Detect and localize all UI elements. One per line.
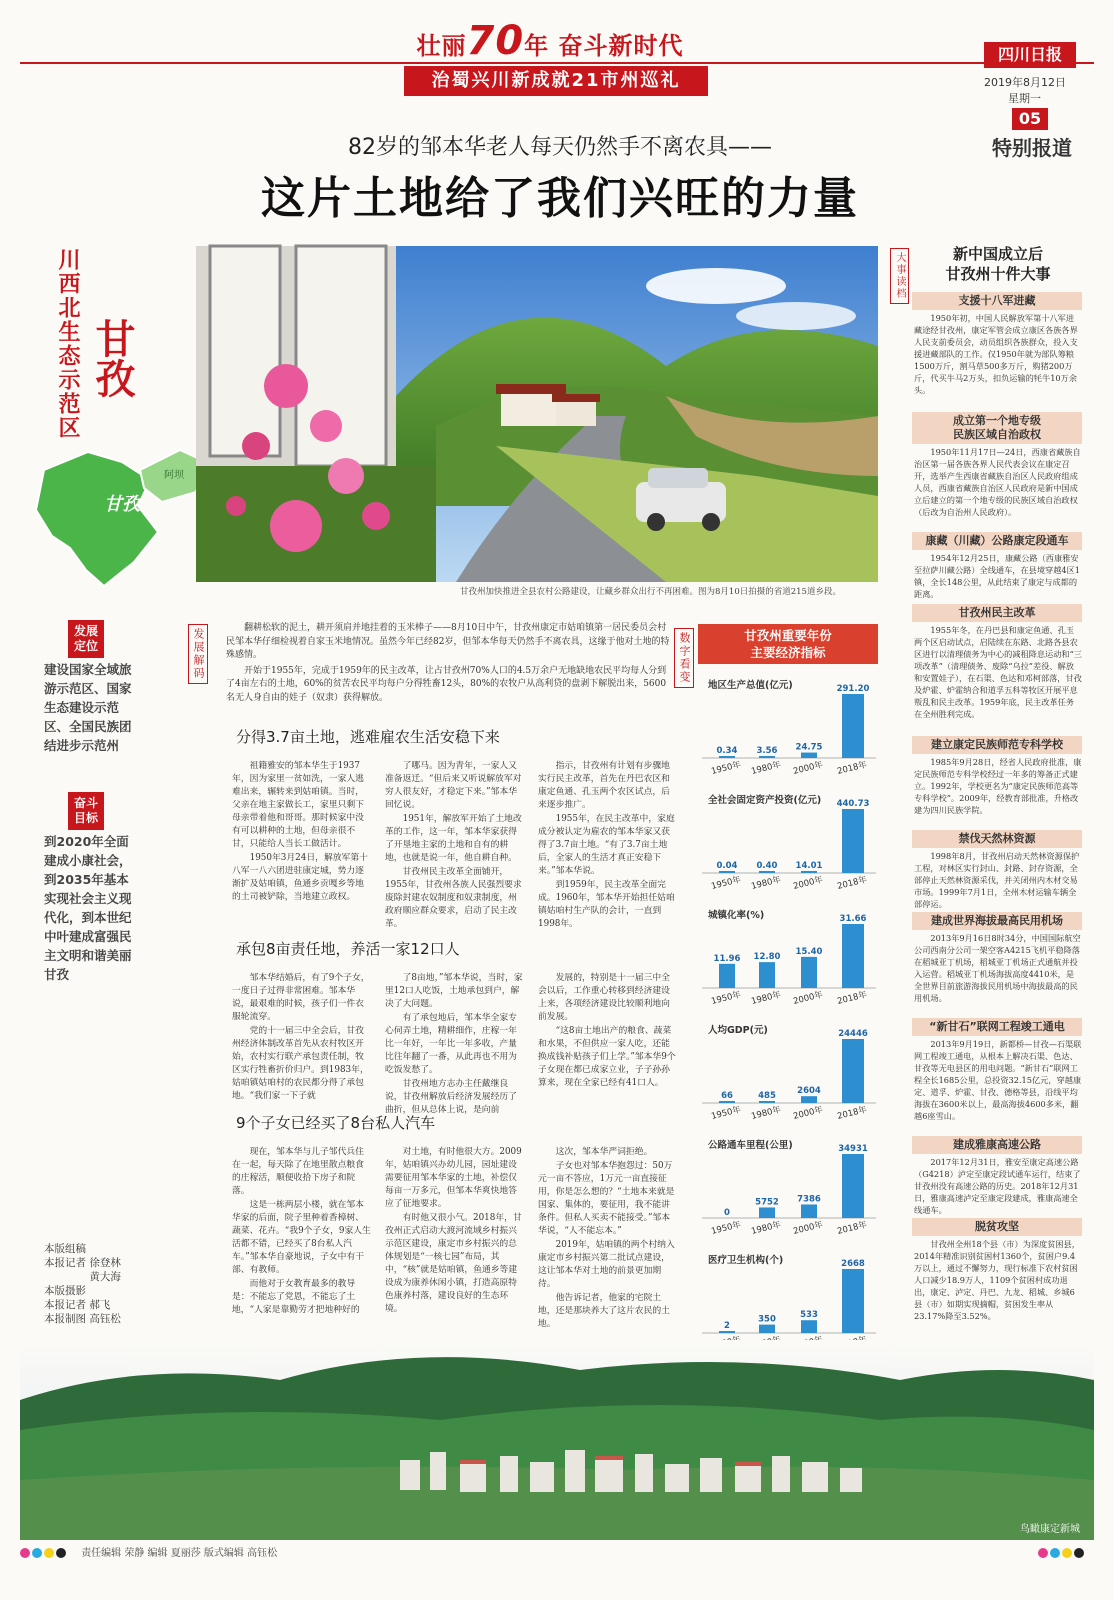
- chart-6-bar-4: [842, 1269, 864, 1333]
- event-body-6: 1998年8月，甘孜州启动天然林资源保护工程，对林区实行封山、封路、封存资源，全部停止天然林资源采伐，并关闭州内木材交易市场。1999年7月1日，全州木材运输车辆全部停运。: [914, 851, 1080, 909]
- chart-4-bar-3: [801, 1096, 817, 1103]
- chart-2-value-4: 440.73: [836, 799, 870, 809]
- chart-1-value-2: 3.56: [756, 746, 778, 756]
- chart-1-category-1: 1950年: [710, 759, 742, 777]
- event-body-1: 1950年初，中国人民解放军第十八军进藏途经甘孜州，康定军管会成立康区各族各界人民支前委员会，动员组织各族群众，投入支援进藏部队的工作。仅1950年就为部队筹粮1500万斤，割马草500多万斤，购猪200万斤，代买牛马2万头，扣负运输的牦牛10万余头。: [914, 313, 1078, 395]
- page-credits: 本版组稿 本报记者 徐登林 黄大海 本版摄影 本报记者 郝飞 本报制图 高钰松: [44, 1243, 121, 1325]
- event-body-5: 1985年9月28日，经省人民政府批准，康定民族师范专科学校经过一年多的筹备正式建立。1992年，学校更名为“康定民族师范高等专科学校”。2009年，经教育部批准，升格改建为四川民族学院。: [914, 757, 1082, 815]
- chart-4-title: 人均GDP(元): [708, 1025, 768, 1036]
- chart-panel-title: 甘孜州重要年份 主要经济指标: [698, 624, 878, 664]
- chart-5-value-1: 0: [724, 1208, 730, 1218]
- map-label-ganzi: 甘孜: [104, 494, 140, 515]
- chart-1-bar-1: [719, 756, 735, 758]
- event-title-9: 建成雅康高速公路: [912, 1136, 1082, 1154]
- article-label: 发展解码: [188, 624, 208, 684]
- chart-3-value-3: 15.40: [795, 946, 823, 957]
- event-title-6: 禁伐天然林资源: [912, 830, 1082, 848]
- chart-1-bar-4: [842, 694, 864, 758]
- chart-5-bar-4: [842, 1154, 864, 1218]
- chart-5-value-2: 5752: [755, 1197, 779, 1208]
- bottom-photo-caption: 鸟瞰康定新城: [1020, 1524, 1080, 1535]
- paper-logo: 四川日报: [984, 42, 1076, 68]
- chart-2-title: 全社会固定资产投资(亿元): [708, 795, 822, 806]
- chart-2-value-3: 14.01: [795, 860, 823, 871]
- event-title-3: 康藏（川藏）公路康定段通车: [912, 532, 1082, 550]
- tag-positioning-text: 建设国家全域旅游示范区、国家生态建设示范区、全国民族团结进步示范州: [44, 662, 132, 753]
- event-title-2: 成立第一个地专级 民族区域自治政权: [912, 412, 1082, 444]
- tag-goal: 奋斗目标: [68, 792, 104, 830]
- masthead-subtitle: 治蜀兴川新成就21市州巡礼: [404, 66, 708, 96]
- event-body-9: 2017年12月31日，雅安至康定高速公路（G4218）泸定至康定段试通车运行，结束了甘孜州没有高速公路的历史。2018年12月31日，雅康高速泸定至康定段建成，雅康高速全线通车。: [914, 1157, 1081, 1215]
- main-photo: [196, 246, 878, 582]
- chart-4-bar-2: [759, 1101, 775, 1103]
- chart-2-bar-4: [842, 809, 864, 873]
- chart-6-bar-3: [801, 1320, 817, 1333]
- event-title-10: 脱贫攻坚: [912, 1218, 1082, 1236]
- chart-panel-label: 数字看变: [674, 628, 694, 688]
- chart-4-bar-1: [719, 1101, 735, 1103]
- chart-2-category-1: 1950年: [710, 874, 742, 892]
- section-heading-1: 分得3.7亩土地，逃难雇农生活安稳下来: [236, 728, 500, 746]
- chart-3-bar-2: [759, 962, 775, 988]
- chart-4-category-1: 1950年: [710, 1104, 742, 1122]
- chart-3-value-2: 12.80: [753, 952, 781, 963]
- chart-3-category-2: 1980年: [750, 989, 782, 1007]
- chart-3-value-4: 31.66: [839, 914, 867, 924]
- chart-5-category-3: 2000年: [792, 1219, 824, 1237]
- chart-4-category-2: 1980年: [750, 1104, 782, 1122]
- chart-1-category-3: 2000年: [792, 759, 824, 777]
- footer-editors: 责任编辑 荣静 编辑 夏丽莎 版式编辑 高钰松: [81, 1548, 278, 1559]
- ganzi-map-icon: [30, 440, 210, 590]
- chart-4-bar-4: [842, 1039, 864, 1103]
- event-title-4: 甘孜州民主改革: [912, 604, 1082, 622]
- event-title-5: 建立康定民族师范专科学校: [912, 736, 1082, 754]
- chart-3-title: 城镇化率(%): [708, 910, 765, 921]
- chart-1-category-2: 1980年: [750, 759, 782, 777]
- tag-goal-text: 到2020年全面建成小康社会，到2035年基本实现社会主义现代化，到本世纪中叶建成富强民主文明和谐美丽甘孜: [44, 834, 132, 982]
- chart-1-category-4: 2018年: [836, 759, 868, 777]
- page-number: 05: [1012, 108, 1048, 130]
- page-footer: [20, 1544, 1094, 1564]
- tag-positioning: 发展定位: [68, 620, 104, 658]
- chart-2-category-3: 2000年: [792, 874, 824, 892]
- region-name: 甘孜: [89, 318, 135, 398]
- event-body-2: 1950年11月17日—24日，西康省藏族自治区第一届各族各界人民代表会议在康定召开，选举产生西康省藏族自治区人民政府组成人员，西康省藏族自治区人民政府是新中国成立后建立的第一个地专级的民族区域自治政权（后改为自治州人民政府）。: [914, 447, 1081, 517]
- section-name: 特别报道: [992, 136, 1072, 160]
- chart-2-category-2: 1980年: [750, 874, 782, 892]
- chart-1-value-1: 0.34: [716, 746, 738, 756]
- chart-4-value-4: 24446: [838, 1029, 868, 1039]
- chart-4-category-4: 2018年: [836, 1104, 868, 1122]
- chart-2-value-2: 0.40: [756, 861, 778, 871]
- chart-5-category-4: 2018年: [836, 1219, 868, 1237]
- chart-2-bar-1: [719, 871, 735, 873]
- map-label-aba: 阿坝: [164, 470, 184, 481]
- chart-5-value-4: 34931: [838, 1144, 868, 1154]
- section-heading-3: 9个子女已经买了8台私人汽车: [236, 1114, 436, 1132]
- masthead-title: 壮丽70年 奋斗新时代: [416, 18, 684, 64]
- event-body-8: 2013年9月19日，新都桥—甘孜—石渠联网工程竣工通电，从根本上解决石渠、色达、甘孜等无电县区的用电问题。“新甘石”联网工程全长1685公里，总投资32.15亿元，穿越康定、道孚、炉霍、甘孜、德格等县，沿线平均海拔在3600米以上，最高海拔4600多米，翻越6座雪山。: [914, 1039, 1082, 1121]
- chart-6-bar-2: [759, 1325, 775, 1333]
- chart-1-value-3: 24.75: [795, 742, 823, 753]
- events-label: 大事读档: [890, 248, 909, 304]
- section-body-3: 现在，邹本华与儿子邹代兵住在一起，每天除了在地里散点粮食的庄稼活，顺便收拾下房子和院落。 这是一栋两层小楼，就在邹本华家的后面，院子里种着香樟树、蔬菜、花卉。“我9个子女，9家人生活都不错，已经买了8台私人汽车。”邹本华自豪地说，子女中有干部、有教师。 而他对于女教育最多的教导是：不能忘了党恩，不能忘了土地，“人家是靠勤劳才把地种好的 对土地，有时他很大方。2009年，姑咱镇兴办幼儿园，园址建设需要征用邹本华家的土地，补偿仅每亩一万多元，但邹本华爽快地答应了征地要求。 有时他又很小气。2018年，甘孜州正式启动大渡河流域乡村振兴示范区建设，康定市乡村振兴的总体规划是“一核七园”布局，其中，“核”就是姑咱镇，鱼通乡等建设成为康养休闲小镇，打造高原特色康养村落，建设良好的生态环境。 这次，邹本华严词拒绝。 子女也对邹本华抱怨过：50万元一亩不答应，1万元一亩直接征用，你是怎么想的？“土地本来就是国家、集体的，要征用，我不能讲条件。但私人买卖不能接受。”邹本华说，“人不能忘本。” 2019年，姑咱镇的两个村纳入康定市乡村振兴第二批试点建设，这让邹本华对土地的前景更加期待。 他告诉记者，他家的宅院土地，还是那块养大了这片农民的土地。: [232, 1147, 675, 1329]
- chart-1-bar-3: [801, 753, 817, 758]
- chart-6-value-4: 2668: [841, 1259, 865, 1269]
- chart-2-category-4: 2018年: [836, 874, 868, 892]
- chart-6-bar-1: [719, 1331, 735, 1333]
- bottom-panorama-photo: [20, 1340, 1094, 1540]
- chart-3-category-3: 2000年: [792, 989, 824, 1007]
- chart-4-value-1: 66: [721, 1091, 733, 1101]
- chart-2-value-1: 0.04: [716, 861, 738, 871]
- region-subtitle: 川西北生态示范区: [55, 248, 80, 440]
- chart-3-category-4: 2018年: [836, 989, 868, 1007]
- chart-4-value-3: 2604: [797, 1086, 821, 1097]
- article-lead: 翻耕松软的泥土，耕开须肩并地挂着的玉米棒子——8月10日中午，甘孜州康定市姑咱镇第一居民委员会村民邹本华仔细检视着自家玉米地情况。虽然今年已经82岁，但邹本华每天仍然手不离农具，这缘于他对土地的特殊感情。 开始于1955年，完成于1959年的民主改革，让占甘孜州70%人口的4.5万余户无地缺地农民平均每人分到了4亩左右的土地，60%的贫苦农民平均每户分得牲畜12头，80%的农牧户从高利贷的盘剥下解脱出来，5600名无人身自由的娃子（奴隶）获得解放。: [226, 623, 670, 703]
- section-body-2: 邹本华结婚后，有了9个子女，一度日子过得非常困难。邹本华说，最艰难的时候，孩子们一件衣服轮流穿。 党的十一届三中全会后，甘孜州经济体制改革首先从农村牧区开始，农村实行联产承包责任制，牧区实行牲畜折价归户。到1983年，姑咱镇姑咱村的农民都分得了承包地。“我们家一下子就 了8亩地，”邹本华说，当时，家里12口人吃饭，土地承包到户，解决了大问题。 有了承包地后，邹本华全家专心伺弄土地，精耕细作，庄稼一年比一年好，一年比一年多收，产量比往年翻了一番，从此再也不用为吃饭发愁了。 甘孜州地方志办主任戴继良说，甘孜州解放后经济发展经历了曲折，但从总体上说，是向前 发展的，特别是十一届三中全会以后，工作重心转移到经济建设上来，各项经济建设比较顺利地向前发展。 “这8亩土地出产的粮食、蔬菜和水果，不但供应一家人吃，还能换成钱补贴孩子们上学。”邹本华9个子女现在都已成家立业，子子孙孙算来，现在全家已经有41口人。: [232, 973, 676, 1115]
- chart-4-category-3: 2000年: [792, 1104, 824, 1122]
- event-body-10: 甘孜州全州18个县（市）为深度贫困县，2014年精准识别贫困村1360个，贫困户9.4万以上，通过不懈努力，现行标准下农村贫困人口减少18.9万人，1109个贫困村成功退出，康定、泸定、丹巴、九龙、稻城、乡城6县（市）如期实现摘帽，贫困发生率从23.17%降至3.52%。: [914, 1239, 1080, 1321]
- event-title-7: 建成世界海拔最高民用机场: [912, 912, 1082, 930]
- chart-4-value-2: 485: [758, 1091, 776, 1101]
- chart-5-value-3: 7386: [797, 1194, 821, 1205]
- economic-indicators-chart: [694, 666, 884, 1356]
- chart-3-bar-1: [719, 964, 735, 988]
- event-title-8: “新甘石”联网工程竣工通电: [912, 1018, 1082, 1036]
- chart-2-bar-2: [759, 871, 775, 873]
- chart-6-title: 医疗卫生机构(个): [708, 1255, 784, 1266]
- event-body-7: 2013年9月16日8时34分，中国国际航空公司西南分公司一架空客A4215飞机平稳降落在稻城亚丁机场，稻城亚丁机场正式通航并投入运营。稻城亚丁机场海拔高度4410米，是全世界目前旅游海拔民用机场中海拔最高的民用机场。: [914, 933, 1081, 1003]
- chart-5-bar-2: [759, 1207, 775, 1218]
- section-heading-2: 承包8亩责任地，养活一家12口人: [236, 940, 460, 958]
- chart-5-category-1: 1950年: [710, 1219, 742, 1237]
- chart-6-value-3: 533: [800, 1310, 818, 1321]
- chart-2-bar-3: [801, 871, 817, 873]
- headline-title: 这片土地给了我们兴旺的力量: [261, 173, 859, 224]
- event-body-3: 1954年12月25日，康藏公路（西康雅安至拉萨川藏公路）全线通车，在县境穿越4区1镇，全长148公里，从此结束了康定与成都的距离。: [914, 553, 1080, 599]
- chart-3-category-1: 1950年: [710, 989, 742, 1007]
- chart-6-value-2: 350: [758, 1314, 776, 1325]
- chart-5-bar-3: [801, 1204, 817, 1218]
- chart-5-title: 公路通车里程(公里): [708, 1140, 793, 1151]
- photo-caption: 甘孜州加快推进全县农村公路建设，让藏乡群众出行不再困难。图为8月10日拍摄的省道215道乡段。: [460, 587, 841, 597]
- headline-kicker: 82岁的邹本华老人每天仍然手不离农具——: [348, 135, 772, 160]
- chart-6-value-1: 2: [724, 1321, 730, 1331]
- event-title-1: 支援十八军进藏: [912, 292, 1082, 310]
- chart-1-value-4: 291.20: [836, 684, 870, 694]
- publish-date: 2019年8月12日 星期一: [984, 76, 1066, 105]
- chart-3-value-1: 11.96: [713, 953, 741, 964]
- events-heading: 新中国成立后 甘孜州十件大事: [945, 245, 1051, 283]
- section-body-1: 祖籍雅安的邹本华生于1937年，因为家里一贫如洗，一家人逃难出来，辗转来到姑咱镇。当时，父亲在地主家做长工，家里只剩下母亲带着他和哥哥。那时候家中没有可以耕种的土地，但母亲很不甘，只能给人当长工做活计。 1950年3月24日，解放军第十八军一八六团进驻康定城，势力逐渐扩及姑咱镇，鱼通乡贡嘎乡等地的土司被铲除，当地建立政权。 了哪马。因为青年，一家人又准备返迁。“但后来又听说解放军对穷人很友好，才稳定下来。”邹本华回忆说。 1951年，解放军开始了土地改革的工作，这一年，邹本华家获得了开垦地主家的土地和自有的耕地，也就是说一年，他自耕自种。 甘孜州民主改革全面铺开，1955年，甘孜州各族人民强烈要求废除封建农奴制度和奴隶制度，州政府顺应群众要求，启动了民主改革。 指示，甘孜州有计划有步骤地实行民主改革，首先在丹巴农区和康定鱼通、孔玉两个农区试点，后来逐步推广。 1955年，在民主改革中，家庭成分被认定为雇农的邹本华家又获得了3.7亩土地。“有了3.7亩土地后，全家人的生活才真正安稳下来。”邹本华说。 到1959年，民主改革全面完成。1960年，邹本华开始担任姑咱镇姑咱村生产队的会计，一直到1998年。: [232, 761, 675, 929]
- event-body-4: 1955年冬，在丹巴县和康定鱼通、孔玉两个区启动试点，启陆续在东路、北路各县农区进行以清理债务为中心的减租降息运动和“三项改革”（清理债务、废除“乌拉”差役、解放和安置娃子），在石渠、色达和邓柯部落，甘孜及炉霍、炉霍纳合和道孚五科等牧区开展平息叛乱和民主改革。1959年底，民主改革任务在全州胜利完成。: [914, 625, 1082, 719]
- chart-5-category-2: 1980年: [750, 1219, 782, 1237]
- chart-1-bar-2: [759, 756, 775, 758]
- chart-1-title: 地区生产总值(亿元): [708, 680, 793, 691]
- chart-3-bar-3: [801, 957, 817, 988]
- chart-3-bar-4: [842, 924, 864, 988]
